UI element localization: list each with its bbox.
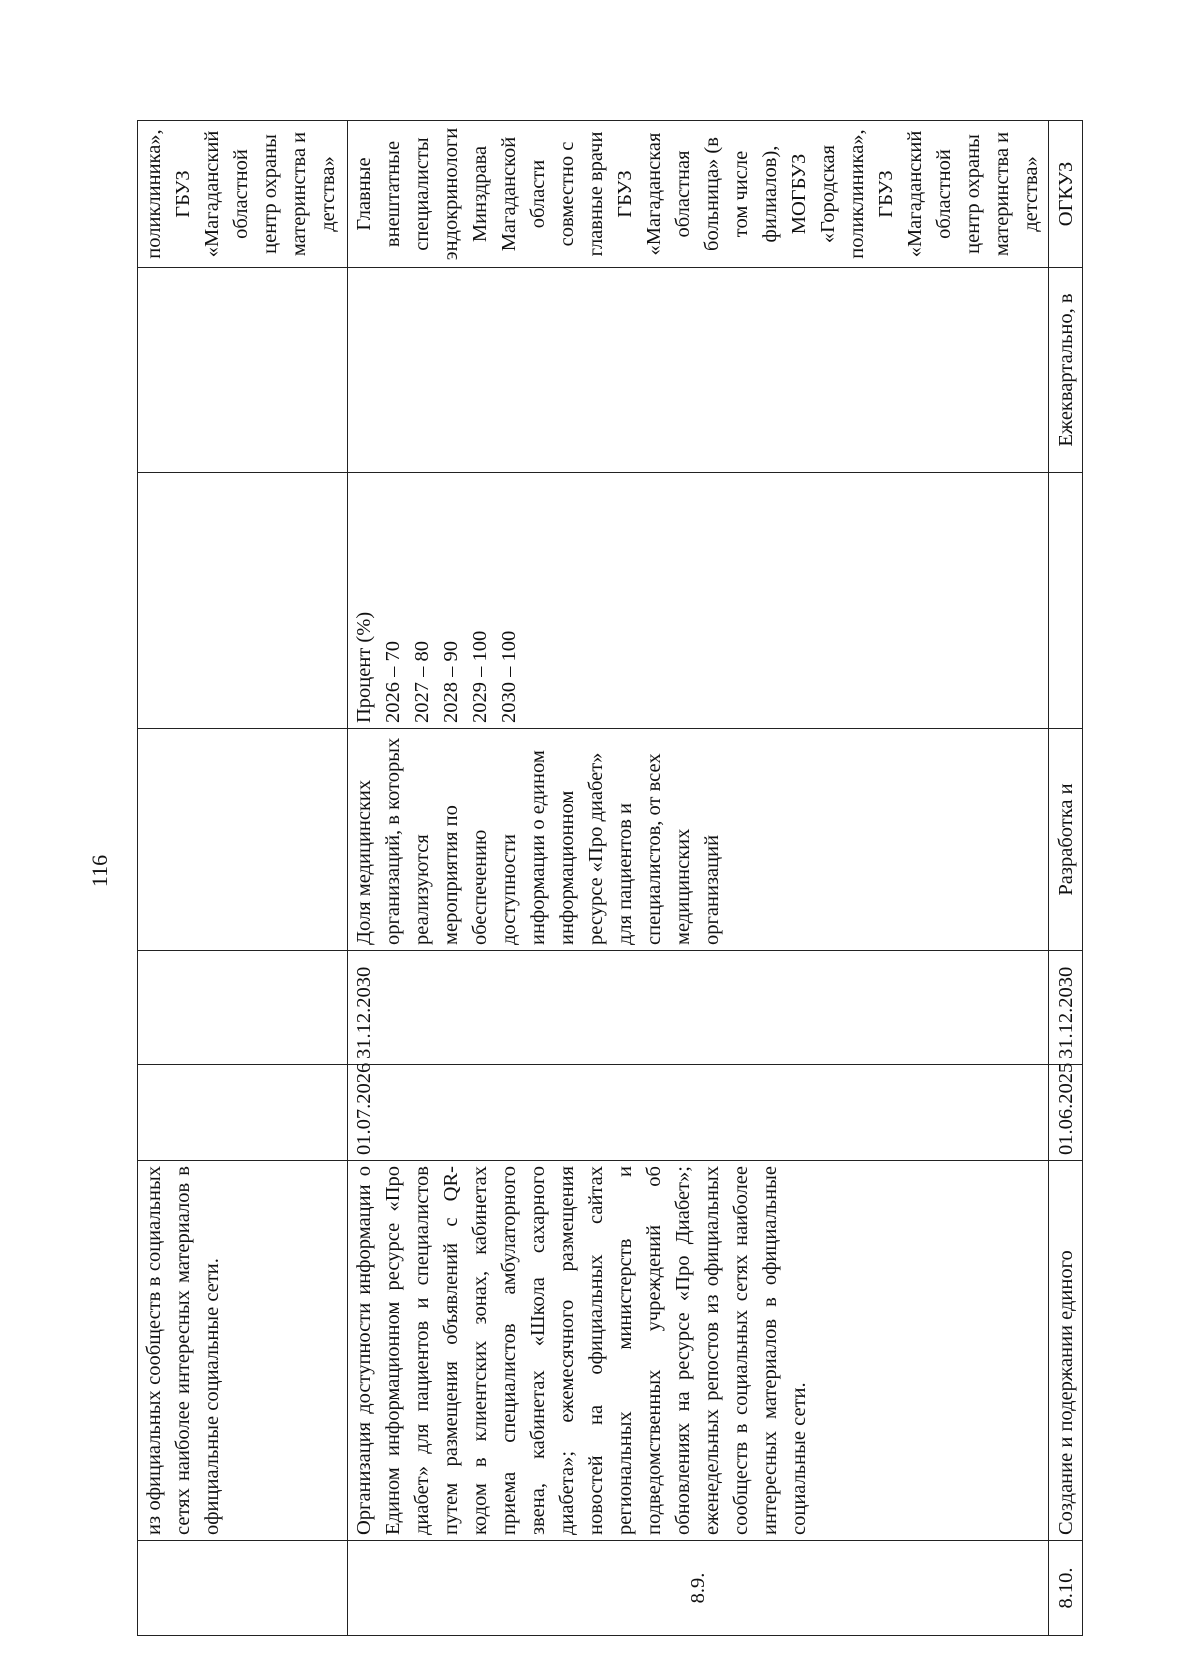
executor-cell: ОГКУЗ: [1049, 121, 1083, 268]
indicator-cell: Доля медицинских организаций, в которых реализуются мероприятия по обеспечению доступности информации о едином информационном ресурсе «Про диабет» для пациентов и специалистов, от всех медицинских организаций: [348, 729, 1049, 951]
start-date-cell: 01.07.2026: [348, 1065, 1049, 1161]
table-row: [1049, 121, 1083, 1636]
measure-cell: Организация доступности информации о Едином информационном ресурсе «Про диабет» для пациентов и специалистов путем размещения объявлений с QR-кодом в клиентских зонах, кабинетах приема специалистов амбулаторного звена, кабинетах «Школа сахарного диабета»; ежемесячного размещения новостей на официальных сайтах региональных министерств и подведомственных учреждений об обновлениях на ресурсе «Про Диабет»; еженедельных репостов из официальных сообществ в социальных сетях наиболее интересных материалов в официальные социальные сети.: [348, 1161, 1049, 1541]
row-number: 8.10.: [1049, 1541, 1083, 1636]
end-date-cell: [138, 951, 348, 1065]
value-line: 2029 – 100: [469, 630, 491, 723]
values-cell: [348, 473, 1049, 729]
end-date-cell: 31.12.2030: [1049, 951, 1083, 1065]
rotated-table-container: [137, 121, 1077, 1636]
row-number: 8.9.: [348, 1541, 1049, 1636]
plan-table: [137, 120, 1083, 1636]
executor-cell: Главные внештатные специалисты эндокринологи Минздрава Магаданской области совместно с главные врачи ГБУЗ «Магаданская областная больница» (в том числе филиалов), МОГБУЗ «Городская поликлиника», ГБУЗ «Магаданский областной центр охраны материнства и детства»: [348, 121, 1049, 268]
end-date-cell: 31.12.2030: [348, 951, 1049, 1065]
value-line: 2026 – 70: [382, 641, 404, 723]
value-line: Процент (%): [353, 611, 375, 723]
frequency-cell: [348, 268, 1049, 473]
frequency-cell: Ежеквартально, в: [1049, 268, 1083, 473]
executor-cell: поликлиника», ГБУЗ «Магаданский областной центр охраны материнства и детства»: [138, 121, 348, 268]
indicator-cell: Разработка и: [1049, 729, 1083, 951]
start-date-cell: 01.06.2025: [1049, 1065, 1083, 1161]
table-row: [138, 121, 348, 1636]
value-line: 2030 – 100: [498, 630, 520, 723]
start-date-cell: [138, 1065, 348, 1161]
value-line: 2027 – 80: [411, 641, 433, 723]
measure-cell: из официальных сообществ в социальных сетях наиболее интересных материалов в официальные социальные сети.: [138, 1161, 348, 1541]
values-cell: [1049, 473, 1083, 729]
frequency-cell: [138, 268, 348, 473]
value-line: 2028 – 90: [440, 641, 462, 723]
values-cell: [138, 473, 348, 729]
row-number: [138, 1541, 348, 1636]
measure-cell: Создание и подержании единого: [1049, 1161, 1083, 1541]
indicator-cell: [138, 729, 348, 951]
page-number: 116: [87, 854, 112, 888]
table-row: [348, 121, 1049, 1636]
